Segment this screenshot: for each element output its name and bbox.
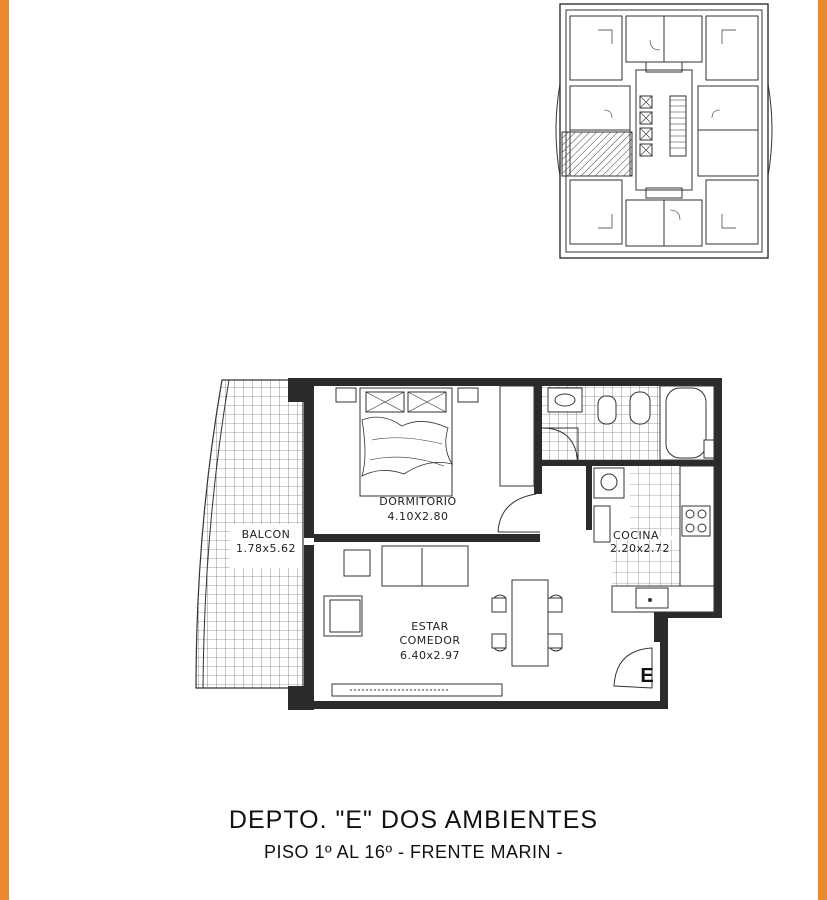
room-dims-estar: 6.40x2.97 [400,649,460,662]
room-name-comedor: COMEDOR [399,634,461,647]
room-name-estar: ESTAR [411,620,449,633]
unit-title: DEPTO. "E" DOS AMBIENTES [228,806,599,834]
room-dims-cocina: 2.20x2.72 [610,542,670,555]
bedroom-door [498,494,540,532]
bathroom [542,386,714,464]
room-dims-balcon: 1.78x5.62 [236,542,296,555]
room-dims-dormitorio: 4.10X2.80 [387,510,449,523]
unit-subtitle: PISO 1º AL 16º - FRENTE MARIN - [263,842,564,862]
room-name-dormitorio: DORMITORIO [379,495,457,508]
unit-letter: E [640,665,654,687]
room-name-balcon: BALCON [241,528,291,541]
key-plan [556,4,772,258]
highlighted-unit-e [562,132,632,176]
room-name-cocina: COCINA [612,529,660,542]
bed [336,386,534,496]
